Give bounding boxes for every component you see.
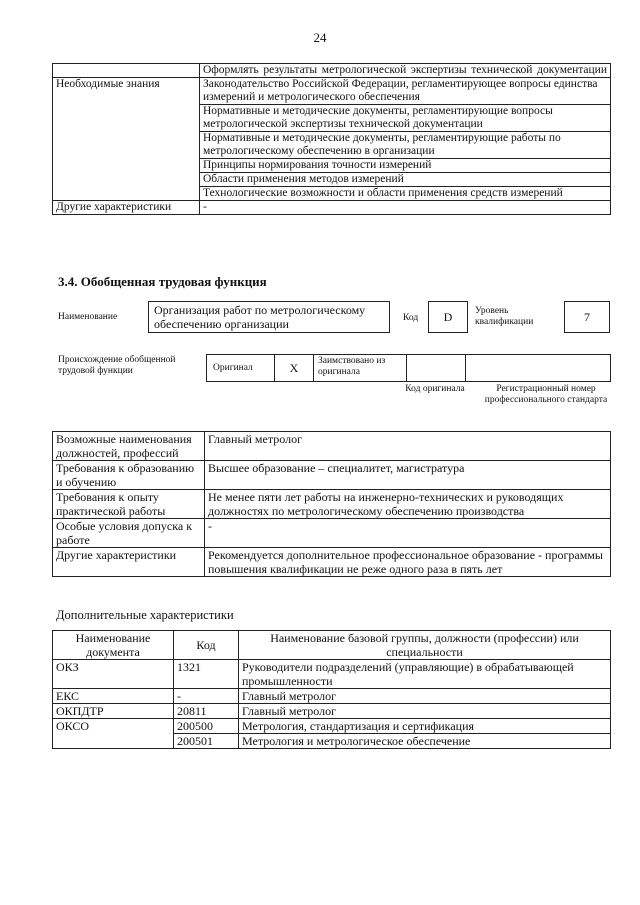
table-row xyxy=(53,660,611,689)
function-name-box: Организация работ по метрологическому обеспечению организации xyxy=(148,301,390,333)
table-row xyxy=(53,432,611,461)
row-text: Не менее пяти лет работы на инженерно-технических и руководящих должностях по метрологическому обеспечению производства xyxy=(205,490,611,519)
level-label: Уровень квалификации xyxy=(475,306,534,327)
code-cell: 20811 xyxy=(174,704,239,719)
row-label: Необходимые знания xyxy=(53,78,200,201)
row-text: Области применения методов измерений xyxy=(200,173,611,187)
table-row xyxy=(53,461,611,490)
table-row xyxy=(53,490,611,519)
origin-label: Происхождение обобщенной трудовой функции xyxy=(58,355,176,376)
original-mark: X xyxy=(274,354,314,382)
row-text: Высшее образование – специалитет, магистратура xyxy=(205,461,611,490)
skills-knowledge-table xyxy=(52,63,611,215)
row-label: Особые условия допуска к работе xyxy=(53,519,205,548)
table-row xyxy=(53,689,611,704)
table-header-row xyxy=(53,631,611,660)
column-header: Код xyxy=(174,631,239,660)
name-cell: Главный метролог xyxy=(239,704,611,719)
column-header: Наименование базовой группы, должности (профессии) или специальности xyxy=(239,631,611,660)
code-label: Код xyxy=(403,313,419,323)
code-cell: 1321 xyxy=(174,660,239,689)
row-text: Главный метролог xyxy=(205,432,611,461)
code-cell: - xyxy=(174,689,239,704)
original-label: Оригинал xyxy=(213,363,253,373)
table-row xyxy=(53,64,611,78)
name-cell: Метрология и метрологическое обеспечение xyxy=(239,734,611,749)
function-details-table xyxy=(52,431,611,577)
row-text: Нормативные и методические документы, регламентирующие работы по метрологическому обеспечению в организации xyxy=(200,132,611,159)
row-label: Возможные наименования должностей, профессий xyxy=(53,432,205,461)
row-label: Другие характеристики xyxy=(53,201,200,215)
table-row xyxy=(53,704,611,719)
table-row xyxy=(53,719,611,734)
row-text: Технологические возможности и области применения средств измерений xyxy=(200,187,611,201)
orig-code-caption: Код оригинала xyxy=(405,384,465,394)
row-text: - xyxy=(200,201,611,215)
reg-number-caption: Регистрационный номер профессионального стандарта xyxy=(484,384,608,405)
row-text: Законодательство Российской Федерации, регламентирующее вопросы единства измерений и метрологического обеспечения xyxy=(200,78,611,105)
row-text: Принципы нормирования точности измерений xyxy=(200,159,611,173)
row-text: Оформлять результаты метрологической экспертизы технической документации xyxy=(200,64,611,78)
column-header: Наименование документа xyxy=(53,631,174,660)
additional-characteristics-table xyxy=(52,630,611,749)
doc-cell: ОКПДТР xyxy=(53,704,174,719)
name-cell: Руководители подразделений (управляющие) в обрабатывающей промышленности xyxy=(239,660,611,689)
doc-cell: ОКСО xyxy=(53,719,174,749)
row-label: Требования к образованию и обучению xyxy=(53,461,205,490)
row-text: Нормативные и методические документы, регламентирующие вопросы метрологической экспертизы технической документации xyxy=(200,105,611,132)
row-text: Рекомендуется дополнительное профессиональное образование - программы повышения квалификации не реже одного раза в пять лет xyxy=(205,548,611,577)
table-row xyxy=(53,201,611,215)
level-box: 7 xyxy=(564,301,610,333)
extra-title: Дополнительные характеристики xyxy=(56,608,234,622)
row-label: Требования к опыту практической работы xyxy=(53,490,205,519)
table-row xyxy=(53,78,611,105)
section-title: 3.4. Обобщенная трудовая функция xyxy=(58,274,267,289)
row-label xyxy=(53,64,200,78)
doc-cell: ЕКС xyxy=(53,689,174,704)
origin-box xyxy=(206,354,611,382)
row-label: Другие характеристики xyxy=(53,548,205,577)
name-cell: Метрология, стандартизация и сертификация xyxy=(239,719,611,734)
function-code-box: D xyxy=(428,301,468,333)
page-number: 24 xyxy=(313,30,327,45)
name-label: Наименование xyxy=(58,312,118,322)
table-row xyxy=(53,548,611,577)
code-cell: 200500 xyxy=(174,719,239,734)
original-code-cell xyxy=(406,354,466,382)
doc-cell: ОКЗ xyxy=(53,660,174,689)
row-text: - xyxy=(205,519,611,548)
borrowed-label: Заимствовано из оригинала xyxy=(318,356,386,377)
table-row xyxy=(53,519,611,548)
code-cell: 200501 xyxy=(174,734,239,749)
name-cell: Главный метролог xyxy=(239,689,611,704)
